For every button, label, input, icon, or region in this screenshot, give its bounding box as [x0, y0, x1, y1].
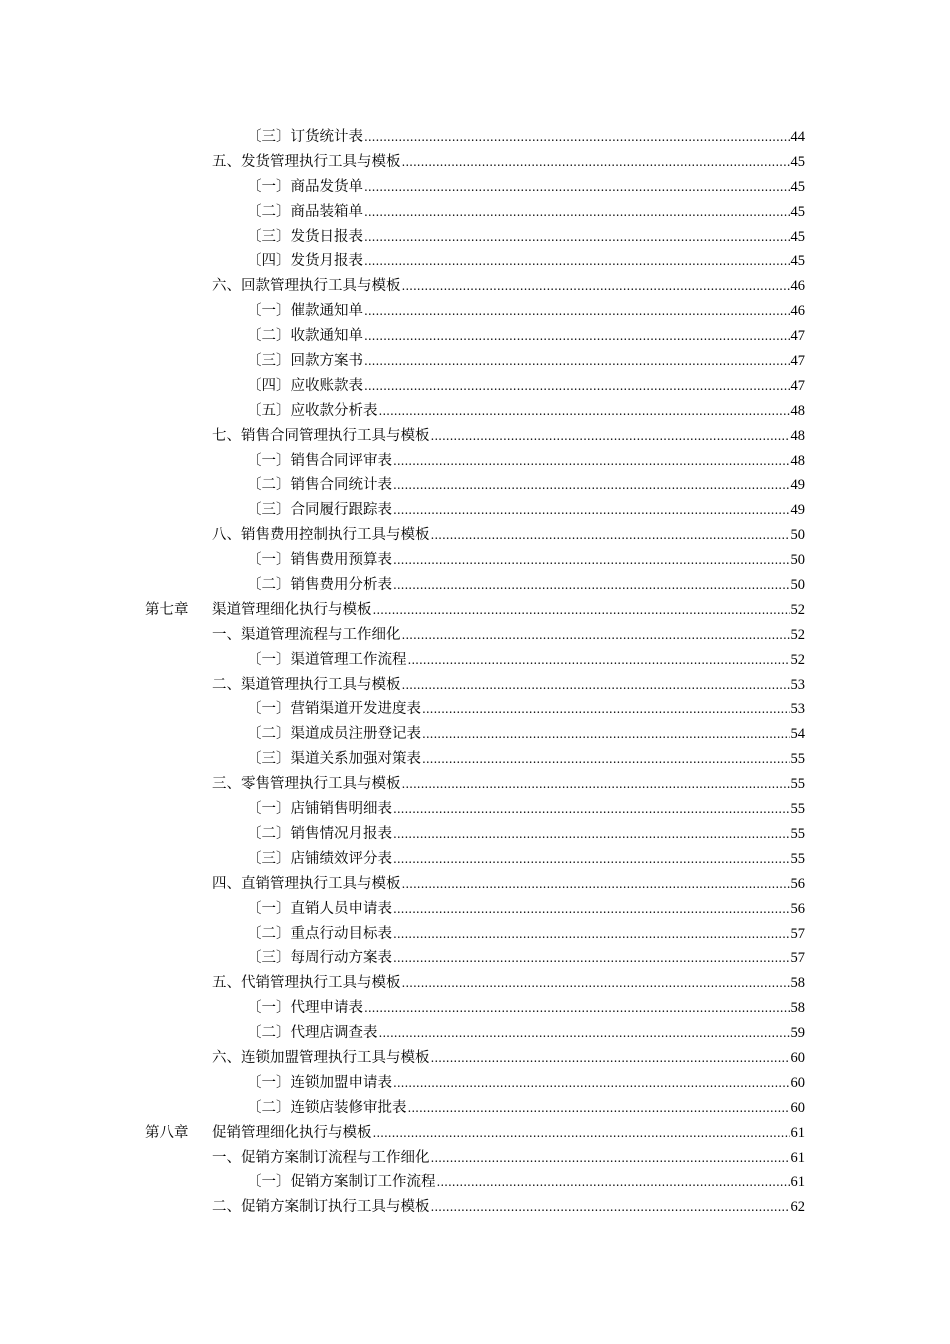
toc-entry-section[interactable] — [0, 1195, 950, 1220]
toc-entry-title: 〔二〕代理店调查表 — [247, 1025, 378, 1042]
toc-entry-sub[interactable] — [0, 449, 950, 474]
toc-entry-line — [247, 897, 805, 922]
dot-leader — [402, 772, 790, 797]
dot-leader — [393, 822, 790, 847]
toc-entry-title: 〔三〕每周行动方案表 — [247, 950, 392, 967]
dot-leader — [393, 573, 790, 598]
dot-leader — [393, 449, 790, 474]
toc-entry-sub[interactable] — [0, 897, 950, 922]
toc-entry-line — [212, 523, 805, 548]
toc-entry-sub[interactable] — [0, 1096, 950, 1121]
page-number: 50 — [790, 552, 805, 569]
toc-entry-title: 〔二〕商品装箱单 — [247, 203, 363, 220]
toc-entry-title: 〔二〕连锁店装修审批表 — [247, 1099, 407, 1116]
dot-leader — [393, 797, 790, 822]
toc-entry-sub[interactable] — [0, 648, 950, 673]
toc-entry-title: 六、回款管理执行工具与模板 — [212, 278, 401, 295]
toc-entry-line — [247, 498, 805, 523]
dot-leader — [364, 175, 790, 200]
toc-entry-line — [247, 1071, 805, 1096]
page-number: 57 — [790, 925, 805, 942]
dot-leader — [379, 1021, 790, 1046]
toc-entry-sub[interactable] — [0, 697, 950, 722]
dot-leader — [393, 473, 790, 498]
toc-entry-title: 〔三〕订货统计表 — [247, 129, 363, 145]
toc-entry-sub[interactable] — [0, 324, 950, 349]
toc-entry-title: 七、销售合同管理执行工具与模板 — [212, 427, 430, 444]
toc-entry-title: 〔二〕渠道成员注册登记表 — [247, 726, 421, 743]
toc-entry-line — [247, 573, 805, 598]
toc-entry-sub[interactable] — [0, 573, 950, 598]
toc-entry-title: 〔一〕直销人员申请表 — [247, 900, 392, 917]
toc-entry-title: 三、零售管理执行工具与模板 — [212, 776, 401, 793]
toc-entry-title: 〔四〕应收账款表 — [247, 377, 363, 394]
toc-entry-title: 〔一〕催款通知单 — [247, 303, 363, 320]
toc-entry-line — [145, 1121, 805, 1146]
toc-entry-sub[interactable] — [0, 847, 950, 872]
dot-leader — [431, 1046, 790, 1071]
toc-entry-title: 一、渠道管理流程与工作细化 — [212, 626, 401, 643]
dot-leader — [402, 623, 790, 648]
toc-entry-line — [212, 772, 805, 797]
dot-leader — [364, 349, 790, 374]
toc-entry-sub[interactable] — [0, 498, 950, 523]
toc-entry-line — [212, 872, 805, 897]
dot-leader — [379, 399, 790, 424]
page-number: 62 — [790, 1199, 805, 1216]
dot-leader — [402, 971, 790, 996]
dot-leader — [364, 374, 790, 399]
toc-entry-title: 〔三〕回款方案书 — [247, 353, 363, 370]
toc-entry-title: 八、销售费用控制执行工具与模板 — [212, 527, 430, 544]
page-number: 50 — [790, 527, 805, 544]
dot-leader — [437, 1170, 790, 1195]
toc-entry-line — [212, 150, 805, 175]
page-number: 53 — [790, 676, 805, 693]
toc-entry-section[interactable] — [0, 673, 950, 698]
page-number: 47 — [790, 377, 805, 394]
toc-entry-title: 〔二〕收款通知单 — [247, 328, 363, 345]
toc-entry-line — [247, 1096, 805, 1121]
toc-entry-title: 〔三〕店铺绩效评分表 — [247, 850, 392, 867]
page-number: 60 — [790, 1074, 805, 1091]
toc-entry-title: 〔三〕合同履行跟踪表 — [247, 502, 392, 519]
page-number: 60 — [790, 1099, 805, 1116]
page-number: 47 — [790, 328, 805, 345]
page-number: 47 — [790, 353, 805, 370]
page-number: 48 — [790, 402, 805, 419]
dot-leader — [393, 1071, 790, 1096]
page-number: 57 — [790, 950, 805, 967]
toc-entry-title: 〔三〕渠道关系加强对策表 — [247, 751, 421, 768]
toc-entry-chapter[interactable] — [0, 598, 950, 623]
dot-leader — [422, 722, 790, 747]
toc-entry-title: 二、促销方案制订执行工具与模板 — [212, 1199, 430, 1216]
toc-entry-line — [212, 971, 805, 996]
toc-entry-title: 〔一〕商品发货单 — [247, 178, 363, 195]
toc-entry-line — [247, 299, 805, 324]
toc-entry-section[interactable] — [0, 1146, 950, 1171]
toc-entry-sub[interactable] — [0, 996, 950, 1021]
toc-entry-line — [247, 200, 805, 225]
dot-leader — [393, 847, 790, 872]
dot-leader — [364, 249, 790, 274]
toc-entry-line — [212, 1046, 805, 1071]
toc-entry-title: 〔二〕销售情况月报表 — [247, 825, 392, 842]
page-number: 49 — [790, 477, 805, 494]
page-number: 55 — [790, 850, 805, 867]
page-number: 61 — [790, 1174, 805, 1191]
page-number: 58 — [790, 975, 805, 992]
toc-entry-sub[interactable] — [0, 1021, 950, 1046]
toc-entry-section[interactable] — [0, 772, 950, 797]
chapter-title: 渠道管理细化执行与模板 — [212, 601, 372, 618]
toc-entry-line — [247, 847, 805, 872]
page-number: 50 — [790, 577, 805, 594]
toc-entry-sub[interactable] — [0, 200, 950, 225]
toc-entry-title: 〔四〕发货月报表 — [247, 253, 363, 270]
toc-entry-sub[interactable] — [0, 946, 950, 971]
toc-entry-line — [247, 722, 805, 747]
table-of-contents — [0, 125, 950, 1220]
toc-entry-line — [247, 125, 805, 150]
toc-entry-line — [247, 996, 805, 1021]
dot-leader — [393, 922, 790, 947]
dot-leader — [408, 1096, 790, 1121]
toc-entry-title: 〔一〕销售合同评审表 — [247, 452, 392, 469]
dot-leader — [402, 150, 790, 175]
toc-entry-title: 〔一〕促销方案制订工作流程 — [247, 1174, 436, 1191]
page-number: 49 — [790, 502, 805, 519]
dot-leader — [393, 548, 790, 573]
chapter-title: 促销管理细化执行与模板 — [212, 1124, 372, 1141]
page-number: 45 — [790, 178, 805, 195]
toc-entry-sub[interactable] — [0, 1170, 950, 1195]
toc-entry-title: 〔一〕渠道管理工作流程 — [247, 651, 407, 668]
toc-entry-sub[interactable] — [0, 922, 950, 947]
page-number: 52 — [790, 601, 805, 618]
dot-leader — [431, 424, 790, 449]
toc-entry-line — [212, 673, 805, 698]
toc-entry-line — [247, 922, 805, 947]
dot-leader — [422, 697, 790, 722]
page-number: 45 — [790, 228, 805, 245]
toc-entry-title: 五、代销管理执行工具与模板 — [212, 975, 401, 992]
dot-leader — [373, 1121, 790, 1146]
toc-entry-title: 〔二〕重点行动目标表 — [247, 925, 392, 942]
page-number: 55 — [790, 751, 805, 768]
dot-leader — [393, 946, 790, 971]
page-number: 45 — [790, 203, 805, 220]
toc-entry-line — [247, 1021, 805, 1046]
toc-entry-title: 〔一〕连锁加盟申请表 — [247, 1074, 392, 1091]
toc-entry-section[interactable] — [0, 1046, 950, 1071]
toc-entry-title: 二、渠道管理执行工具与模板 — [212, 676, 401, 693]
dot-leader — [431, 523, 790, 548]
toc-entry-line — [247, 946, 805, 971]
toc-entry-sub[interactable] — [0, 797, 950, 822]
dot-leader — [422, 747, 790, 772]
toc-entry-line — [247, 697, 805, 722]
dot-leader — [393, 897, 790, 922]
chapter-number: 第七章 — [145, 601, 189, 618]
toc-entry-line — [247, 399, 805, 424]
toc-entry-line — [212, 1195, 805, 1220]
toc-entry-section[interactable] — [0, 971, 950, 996]
toc-entry-line — [247, 648, 805, 673]
dot-leader — [373, 598, 790, 623]
toc-entry-sub[interactable] — [0, 249, 950, 274]
toc-entry-line — [247, 747, 805, 772]
page-number: 55 — [790, 801, 805, 818]
toc-entry-sub[interactable] — [0, 349, 950, 374]
toc-entry-section[interactable] — [0, 274, 950, 299]
toc-entry-line — [212, 1146, 805, 1171]
toc-entry-title: 五、发货管理执行工具与模板 — [212, 153, 401, 170]
chapter-number: 第八章 — [145, 1124, 189, 1141]
toc-entry-sub[interactable] — [0, 473, 950, 498]
toc-entry-line — [247, 249, 805, 274]
toc-entry-line — [247, 225, 805, 250]
toc-entry-section[interactable] — [0, 623, 950, 648]
toc-entry-title: 〔一〕代理申请表 — [247, 1000, 363, 1017]
toc-entry-title — [145, 598, 373, 623]
page-number: 46 — [790, 303, 805, 320]
page-number: 59 — [790, 1025, 805, 1042]
toc-entry-line — [247, 349, 805, 374]
toc-entry-title: 四、直销管理执行工具与模板 — [212, 875, 401, 892]
page-number: 56 — [790, 875, 805, 892]
toc-entry-title: 〔一〕销售费用预算表 — [247, 552, 392, 569]
toc-entry-sub[interactable] — [0, 822, 950, 847]
page-number: 52 — [790, 626, 805, 643]
page-number: 45 — [790, 253, 805, 270]
dot-leader — [408, 648, 790, 673]
dot-leader — [402, 274, 790, 299]
dot-leader — [364, 200, 790, 225]
toc-entry-line — [247, 449, 805, 474]
toc-entry-sub[interactable] — [0, 299, 950, 324]
page-number: 61 — [790, 1149, 805, 1166]
page-number: 52 — [790, 651, 805, 668]
dot-leader — [364, 125, 790, 150]
dot-leader — [402, 673, 790, 698]
toc-entry-line — [247, 822, 805, 847]
dot-leader — [431, 1195, 790, 1220]
page-number: 46 — [790, 278, 805, 295]
dot-leader — [364, 299, 790, 324]
toc-entry-line — [247, 175, 805, 200]
toc-entry-sub[interactable] — [0, 722, 950, 747]
toc-entry-sub[interactable] — [0, 175, 950, 200]
dot-leader — [364, 225, 790, 250]
toc-entry-sub[interactable] — [0, 399, 950, 424]
toc-entry-title: 〔五〕应收款分析表 — [247, 402, 378, 419]
toc-entry-section[interactable] — [0, 424, 950, 449]
toc-entry-title — [145, 1121, 373, 1146]
page-number: 55 — [790, 825, 805, 842]
page-number: 48 — [790, 452, 805, 469]
toc-entry-title: 〔一〕店铺销售明细表 — [247, 801, 392, 818]
toc-entry-line — [212, 424, 805, 449]
page-number: 45 — [790, 153, 805, 170]
page-number: 54 — [790, 726, 805, 743]
dot-leader — [393, 498, 790, 523]
toc-entry-sub[interactable] — [0, 225, 950, 250]
page-number: 58 — [790, 1000, 805, 1017]
dot-leader — [402, 872, 790, 897]
toc-entry-title: 六、连锁加盟管理执行工具与模板 — [212, 1049, 430, 1066]
page-number: 44 — [790, 129, 805, 145]
page-number: 48 — [790, 427, 805, 444]
toc-entry-line — [247, 1170, 805, 1195]
toc-entry-line — [247, 548, 805, 573]
toc-entry-line — [212, 274, 805, 299]
toc-entry-line — [247, 473, 805, 498]
toc-entry-title: 〔一〕营销渠道开发进度表 — [247, 701, 421, 718]
toc-entry-section[interactable] — [0, 150, 950, 175]
toc-entry-sub[interactable] — [0, 747, 950, 772]
toc-entry-line — [212, 623, 805, 648]
toc-entry-section[interactable] — [0, 523, 950, 548]
toc-entry-title: 〔三〕发货日报表 — [247, 228, 363, 245]
page-number: 61 — [790, 1124, 805, 1141]
toc-entry-line — [247, 797, 805, 822]
toc-entry-line — [145, 598, 805, 623]
page-number: 60 — [790, 1049, 805, 1066]
dot-leader — [431, 1146, 790, 1171]
toc-entry-line — [247, 324, 805, 349]
page-number: 53 — [790, 701, 805, 718]
toc-entry-sub[interactable] — [0, 548, 950, 573]
toc-entry-sub[interactable] — [0, 1071, 950, 1096]
toc-entry-chapter[interactable] — [0, 1121, 950, 1146]
dot-leader — [364, 324, 790, 349]
toc-entry-title: 一、促销方案制订流程与工作细化 — [212, 1149, 430, 1166]
toc-entry-sub[interactable] — [0, 374, 950, 399]
page-number: 56 — [790, 900, 805, 917]
toc-entry-title: 〔二〕销售合同统计表 — [247, 477, 392, 494]
toc-entry-line — [247, 374, 805, 399]
toc-entry-title: 〔二〕销售费用分析表 — [247, 577, 392, 594]
dot-leader — [364, 996, 790, 1021]
page-number: 55 — [790, 776, 805, 793]
toc-entry-sub[interactable] — [0, 125, 950, 150]
toc-entry-section[interactable] — [0, 872, 950, 897]
